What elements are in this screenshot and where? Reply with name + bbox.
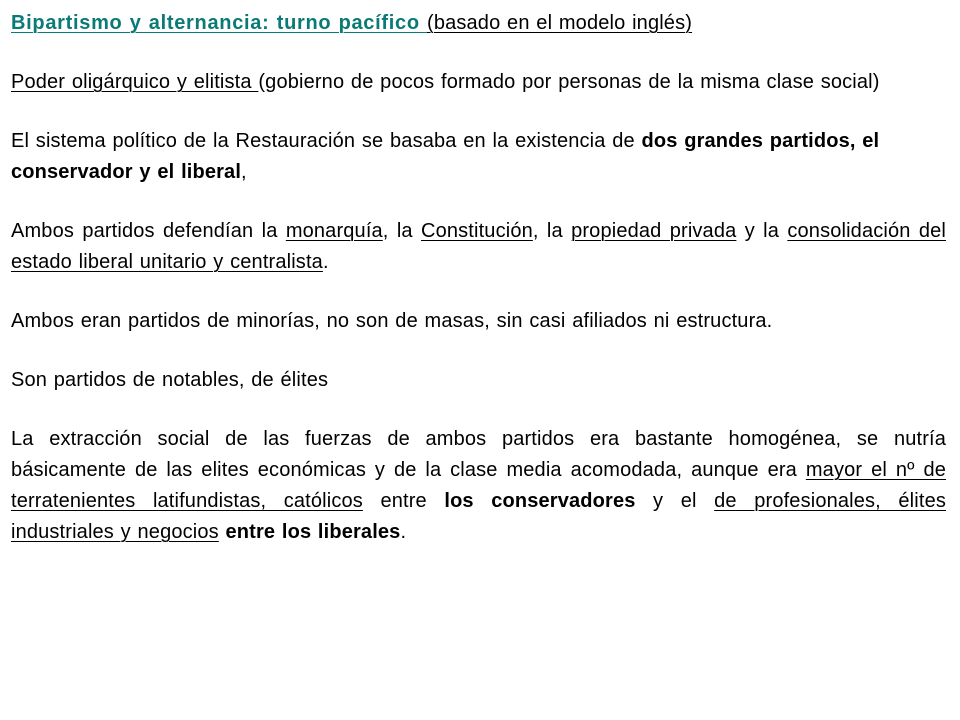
sistema-end: , [241, 161, 247, 183]
bipartismo-underline[interactable] [11, 12, 692, 34]
sistema-bold: dos grandes partidos, el conservador y el liberal [11, 130, 880, 183]
bipartismo-link[interactable]: Bipartismo y alternancia: turno pacífico [11, 12, 428, 34]
poder-rest: (gobierno de pocos formado por personas de la misma clase social) [258, 71, 880, 93]
extraccion-t2: entre [362, 490, 445, 512]
paragraph-ambos-defendian [11, 216, 946, 278]
extraccion-t1: La extracción social de las fuerzas de ambos partidos era bastante homogénea, se nutría básicamente de las elites económicas y de la clase media acomodada, aunque era [11, 428, 946, 481]
minorias-text: Ambos eran partidos de minorías, no son de masas, sin casi afiliados ni estructura. [11, 310, 773, 332]
extraccion-profesionales: de profesionales, élites industriales y negocios [11, 490, 947, 543]
defendian-t5: . [322, 251, 329, 273]
extraccion-conservadores: los conservadores [444, 490, 636, 512]
extraccion-terratenientes: mayor el nº de terratenientes latifundistas, católicos [11, 459, 947, 512]
bipartismo-note: (basado en el modelo inglés) [427, 12, 693, 34]
defendian-constitucion: Constitución [421, 220, 533, 242]
sistema-text: El sistema político de la Restauración se basaba en la existencia de [11, 130, 642, 152]
extraccion-t3: y el [635, 490, 715, 512]
notables-text: Son partidos de notables, de élites [11, 369, 329, 391]
paragraph-minorias [11, 306, 946, 337]
defendian-t4: y la [736, 220, 788, 242]
paragraph-extraccion [11, 424, 946, 548]
paragraph-poder [11, 67, 946, 98]
poder-underlined: Poder oligárquico y elitista [11, 71, 259, 93]
defendian-t1: Ambos partidos defendían la [11, 220, 286, 242]
defendian-t2: , la [382, 220, 422, 242]
defendian-consolidacion: consolidación del estado liberal unitario y centralista [11, 220, 946, 273]
extraccion-t4 [219, 521, 226, 543]
extraccion-t5: . [400, 521, 407, 543]
paragraph-sistema [11, 126, 946, 188]
defendian-t3: , la [532, 220, 572, 242]
paragraph-bipartismo [11, 8, 946, 39]
paragraph-notables [11, 365, 946, 396]
defendian-monarquia: monarquía [285, 220, 383, 242]
extraccion-liberales: entre los liberales [225, 521, 401, 543]
defendian-propiedad: propiedad privada [571, 220, 737, 242]
